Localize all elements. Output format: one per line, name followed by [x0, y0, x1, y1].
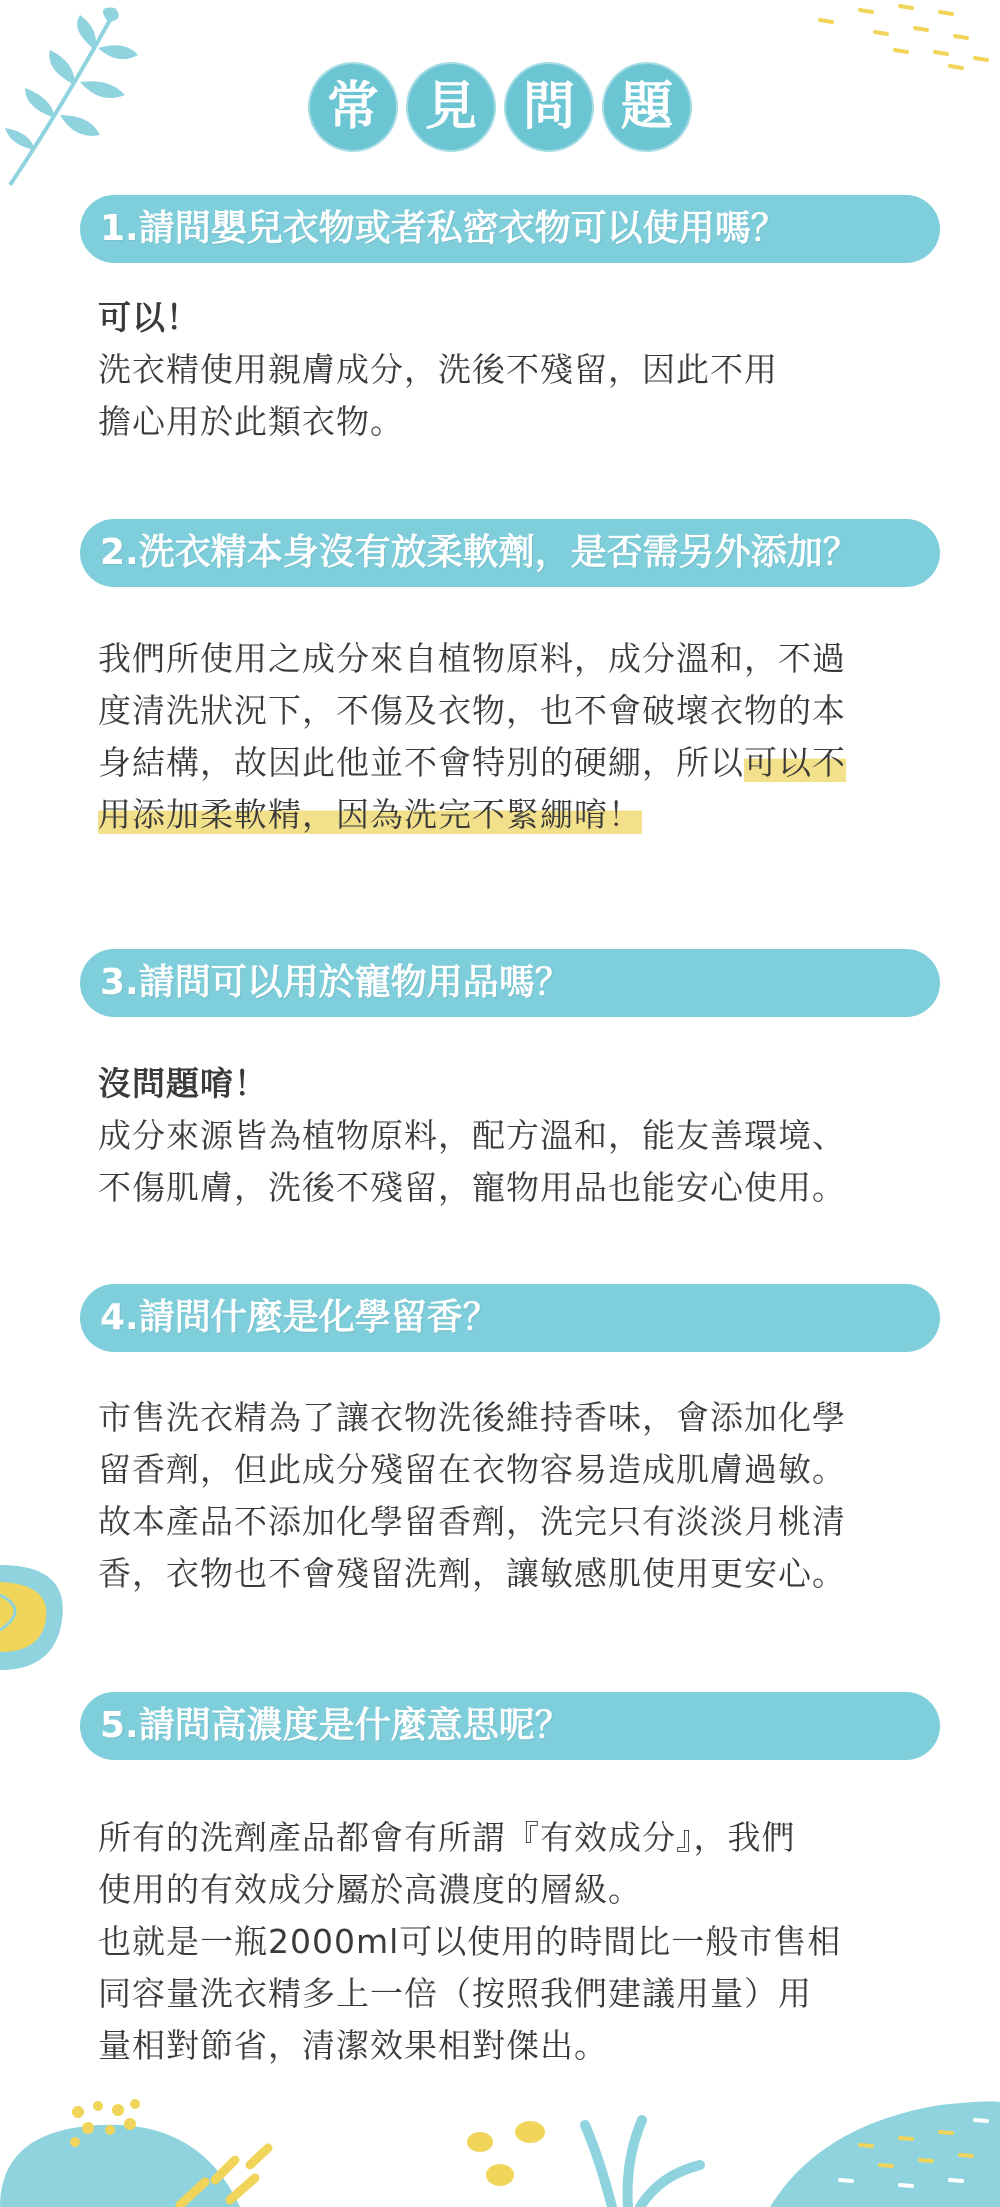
answer-lead: 可以！: [98, 298, 200, 337]
answer-line: 不傷肌膚，洗後不殘留，寵物用品也能安心使用。: [98, 1168, 846, 1207]
answer-line: 成分來源皆為植物原料，配方溫和，能友善環境、: [98, 1116, 846, 1155]
highlighted-text: 可以不: [744, 743, 846, 782]
faq-answer-2: [98, 633, 938, 841]
bottom-plants-icon: [0, 2080, 1000, 2207]
faq-answer-3: [98, 1058, 938, 1214]
title-char: 問: [504, 62, 594, 152]
answer-line: 香，衣物也不會殘留洗劑，讓敏感肌使用更安心。: [98, 1554, 846, 1593]
title-char: 見: [406, 62, 496, 152]
answer-line: 我們所使用之成分來自植物原料，成分溫和，不過: [98, 639, 846, 678]
answer-line: 留香劑，但此成分殘留在衣物容易造成肌膚過敏。: [98, 1450, 846, 1489]
faq-answer-4: [98, 1392, 938, 1600]
faq-question-2: 2.洗衣精本身沒有放柔軟劑，是否需另外添加？: [80, 519, 940, 587]
title-char: 常: [308, 62, 398, 152]
title-char: 題: [602, 62, 692, 152]
answer-text: 身結構，故因此他並不會特別的硬綳，所以: [98, 743, 744, 782]
answer-line: 故本產品不添加化學留香劑，洗完只有淡淡月桃清: [98, 1502, 846, 1541]
answer-line: [98, 789, 938, 841]
faq-answer-1: [98, 292, 938, 448]
highlighted-text: 用添加柔軟精，因為洗完不緊綳唷！: [98, 795, 642, 834]
answer-line: 也就是一瓶2000ml可以使用的時間比一般市售相: [98, 1922, 842, 1961]
faq-question-3: 3.請問可以用於寵物用品嗎？: [80, 949, 940, 1017]
answer-line: 使用的有效成分屬於高濃度的層級。: [98, 1870, 642, 1909]
answer-line: 市售洗衣精為了讓衣物洗後維持香味，會添加化學: [98, 1398, 846, 1437]
page-title: [0, 62, 1000, 152]
faq-answer-5: [98, 1812, 938, 2072]
answer-line: 洗衣精使用親膚成分，洗後不殘留，因此不用: [98, 350, 778, 389]
faq-question-1: 1.請問嬰兒衣物或者私密衣物可以使用嗎？: [80, 195, 940, 263]
faq-question-5: 5.請問高濃度是什麼意思呢？: [80, 1692, 940, 1760]
answer-line: 擔心用於此類衣物。: [98, 402, 404, 441]
answer-line: 同容量洗衣精多上一倍（按照我們建議用量）用: [98, 1974, 812, 2013]
answer-line: 度清洗狀況下，不傷及衣物，也不會破壞衣物的本: [98, 691, 846, 730]
answer-line: [98, 737, 938, 789]
lemon-slice-icon: [0, 1560, 80, 1680]
answer-line: 所有的洗劑產品都會有所謂『有效成分』，我們: [98, 1818, 796, 1857]
faq-question-4: 4.請問什麼是化學留香？: [80, 1284, 940, 1352]
answer-line: 量相對節省，清潔效果相對傑出。: [98, 2026, 608, 2065]
answer-lead: 沒問題唷！: [98, 1064, 268, 1103]
